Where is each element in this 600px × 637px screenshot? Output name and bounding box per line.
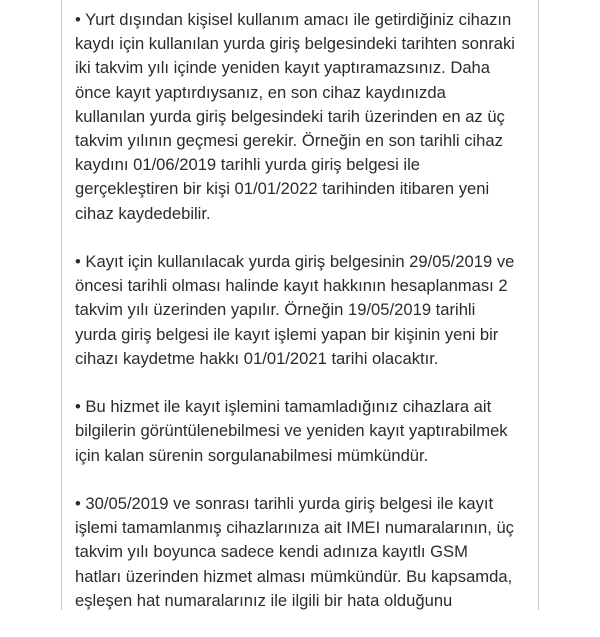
text-line: hatları üzerinden hizmet alması mümkündür. Bu kapsamda, [75, 566, 513, 586]
text-line: gerçekleştiren bir kişi 01/01/2022 tarihinden itibaren yeni [75, 179, 490, 199]
text-line: takvim yılı boyunca sadece kendi adınıza kayıtlı GSM [75, 542, 468, 562]
text-line: • Kayıt için kullanılacak yurda giriş belgesinin 29/05/2019 ve [75, 252, 515, 272]
text-line: cihazı kaydetme hakkı 01/01/2021 tarihi olacaktır. [75, 348, 439, 368]
text-line: yurda giriş belgesi ile kayıt işlemi yapan bir kişinin yeni bir [75, 324, 499, 344]
info-paragraph-4 [75, 492, 530, 613]
text-line: takvim yılının geçmesi gerekir. Örneğin en son tarihli cihaz [75, 131, 503, 151]
text-line: kaydı için kullanılan yurda giriş belgesindeki tarihten sonraki [75, 34, 515, 54]
info-paragraph-2 [75, 250, 530, 371]
text-line: • Bu hizmet ile kayıt işlemini tamamladığınız cihazlara ait [75, 397, 492, 417]
text-line: öncesi tarihli olması halinde kayıt hakkının hesaplanması 2 [75, 276, 508, 296]
text-line: kaydını 01/06/2019 tarihli yurda giriş belgesi ile [75, 155, 420, 175]
text-line: • Yurt dışından kişisel kullanım amacı ile getirdiğiniz cihazın [75, 10, 512, 29]
text-line: bilgilerin görüntülenebilmesi ve yeniden kayıt yaptırabilmek [75, 421, 508, 441]
info-paragraph-1 [75, 8, 530, 226]
text-line: cihaz kaydedebilir. [75, 203, 211, 223]
text-line: önce kayıt yaptırdıysanız, en son cihaz kaydınızda [75, 82, 446, 102]
text-line: işlemi tamamlanmış cihazlarınıza ait IMEI numaralarının, üç [75, 518, 514, 538]
text-line: için kalan sürenin sorgulanabilmesi mümkündür. [75, 445, 429, 465]
text-line: kullanılan yurda giriş belgesindeki tarih üzerinden en az üç [75, 106, 505, 126]
text-line: • 30/05/2019 ve sonrası tarihli yurda giriş belgesi ile kayıt [75, 494, 494, 514]
info-text [75, 8, 530, 637]
text-line: takvim yılı üzerinden yapılır. Örneğin 19/05/2019 tarihli [75, 300, 476, 320]
text-line: iki takvim yılı içinde yeniden kayıt yaptıramazsınız. Daha [75, 58, 491, 78]
text-line: eşleşen hat numaralarınız ile ilgili bir hata olduğunu [75, 590, 453, 610]
info-paragraph-3 [75, 395, 530, 468]
